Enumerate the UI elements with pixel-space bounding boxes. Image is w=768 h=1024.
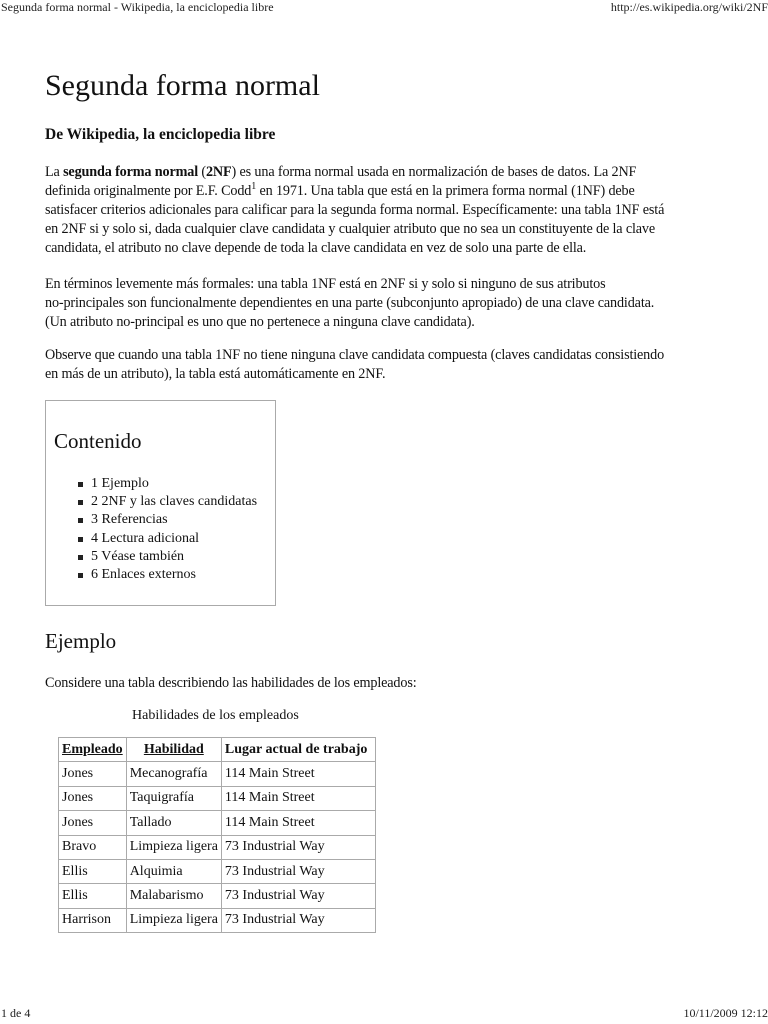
page-number: 1 de 4 <box>1 1006 31 1020</box>
table-cell: 73 Industrial Way <box>221 884 375 908</box>
table-cell: Jones <box>59 786 127 810</box>
reference-link[interactable]: 1 <box>251 181 257 192</box>
table-cell: Jones <box>59 811 127 835</box>
text-line: Observe que cuando una tabla 1NF no tiene ninguna clave candidata compuesta (claves candidatas consistiendo <box>45 347 665 363</box>
text-line: en 2NF si y solo si, dada cualquier clave candidata y cualquier atributo que no sea un constituyente de la clave <box>45 221 655 237</box>
bullet-icon <box>78 482 83 487</box>
skills-table <box>58 737 376 933</box>
table-cell: Mecanografía <box>126 762 221 786</box>
table-caption: Habilidades de los empleados <box>132 708 299 723</box>
text-line: En términos levemente más formales: una tabla 1NF está en 2NF si y solo si ninguno de sus atributos <box>45 276 606 292</box>
table-row <box>59 835 376 859</box>
toc-list <box>78 475 257 584</box>
table-cell: Limpieza ligera <box>126 835 221 859</box>
text-line: candidata, el atributo no clave depende de toda la clave candidata en vez de solo una parte de ella. <box>45 240 587 256</box>
toc-item[interactable]: 5 Véase también <box>78 548 257 566</box>
example-intro <box>45 674 725 693</box>
table-cell: 73 Industrial Way <box>221 908 375 932</box>
toc-item[interactable]: 6 Enlaces externos <box>78 566 257 584</box>
table-cell: 114 Main Street <box>221 811 375 835</box>
section-heading-ejemplo: Ejemplo <box>45 629 117 653</box>
table-cell: Harrison <box>59 908 127 932</box>
text-line: La segunda forma normal (2NF) es una forma normal usada en normalización de bases de datos. La 2NF <box>45 164 637 180</box>
column-header: Empleado <box>59 738 127 762</box>
observe-paragraph <box>45 346 725 384</box>
toc-title: Contenido <box>54 429 142 453</box>
toc-item[interactable]: 4 Lectura adicional <box>78 530 257 548</box>
text-line: Considere una tabla describiendo las habilidades de los empleados: <box>45 675 417 691</box>
table-row <box>59 811 376 835</box>
bullet-icon <box>78 500 83 505</box>
formal-paragraph <box>45 275 725 332</box>
print-header <box>0 0 768 16</box>
toc-item[interactable]: 1 Ejemplo <box>78 475 257 493</box>
print-footer <box>0 1006 768 1022</box>
table-cell: 114 Main Street <box>221 786 375 810</box>
table-cell: Limpieza ligera <box>126 908 221 932</box>
term-bold: segunda forma normal <box>63 164 198 180</box>
bullet-icon <box>78 555 83 560</box>
toc-item[interactable]: 2 2NF y las claves candidatas <box>78 493 257 511</box>
print-datetime: 10/11/2009 12:12 <box>683 1006 768 1020</box>
page-title: Segunda forma normal <box>45 69 320 102</box>
table-of-contents <box>45 400 276 606</box>
toc-item[interactable]: 3 Referencias <box>78 511 257 529</box>
text-line: (Un atributo no-principal es uno que no pertenece a ninguna clave candidata). <box>45 314 475 330</box>
bullet-icon <box>78 537 83 542</box>
table-row <box>59 908 376 932</box>
table-cell: Malabarismo <box>126 884 221 908</box>
table-row <box>59 859 376 883</box>
table-cell: 73 Industrial Way <box>221 859 375 883</box>
table-cell: Ellis <box>59 859 127 883</box>
text-line: satisfacer criterios adicionales para calificar para la segunda forma normal. Específicamente: una tabla 1NF está <box>45 202 665 218</box>
table-cell: Ellis <box>59 884 127 908</box>
intro-paragraph <box>45 163 725 258</box>
table-cell: 73 Industrial Way <box>221 835 375 859</box>
table-cell: Taquigrafía <box>126 786 221 810</box>
table-row <box>59 786 376 810</box>
text-line: no-principales son funcionalmente dependientes en una parte (subconjunto apropiado) de una clave candidata. <box>45 295 655 311</box>
table-cell: Jones <box>59 762 127 786</box>
text-line: definida originalmente por E.F. Codd$^1$ en 1971. Una tabla que está en la primera forma normal (1NF) debe <box>45 181 635 199</box>
abbr-bold: 2NF <box>205 164 232 180</box>
table-header-row <box>59 738 376 762</box>
text-line: en más de un atributo), la tabla está automáticamente en 2NF. <box>45 366 386 382</box>
bullet-icon <box>78 518 83 523</box>
column-header: Lugar actual de trabajo <box>221 738 375 762</box>
print-url: http://es.wikipedia.org/wiki/2NF <box>610 0 768 14</box>
bullet-icon <box>78 573 83 578</box>
table-cell: 114 Main Street <box>221 762 375 786</box>
page-subtitle: De Wikipedia, la enciclopedia libre <box>45 126 276 143</box>
column-header: Habilidad <box>126 738 221 762</box>
table-cell: Tallado <box>126 811 221 835</box>
table-cell: Alquimia <box>126 859 221 883</box>
print-page-title: Segunda forma normal - Wikipedia, la enciclopedia libre <box>1 0 274 14</box>
table-row <box>59 762 376 786</box>
table-row <box>59 884 376 908</box>
table-cell: Bravo <box>59 835 127 859</box>
